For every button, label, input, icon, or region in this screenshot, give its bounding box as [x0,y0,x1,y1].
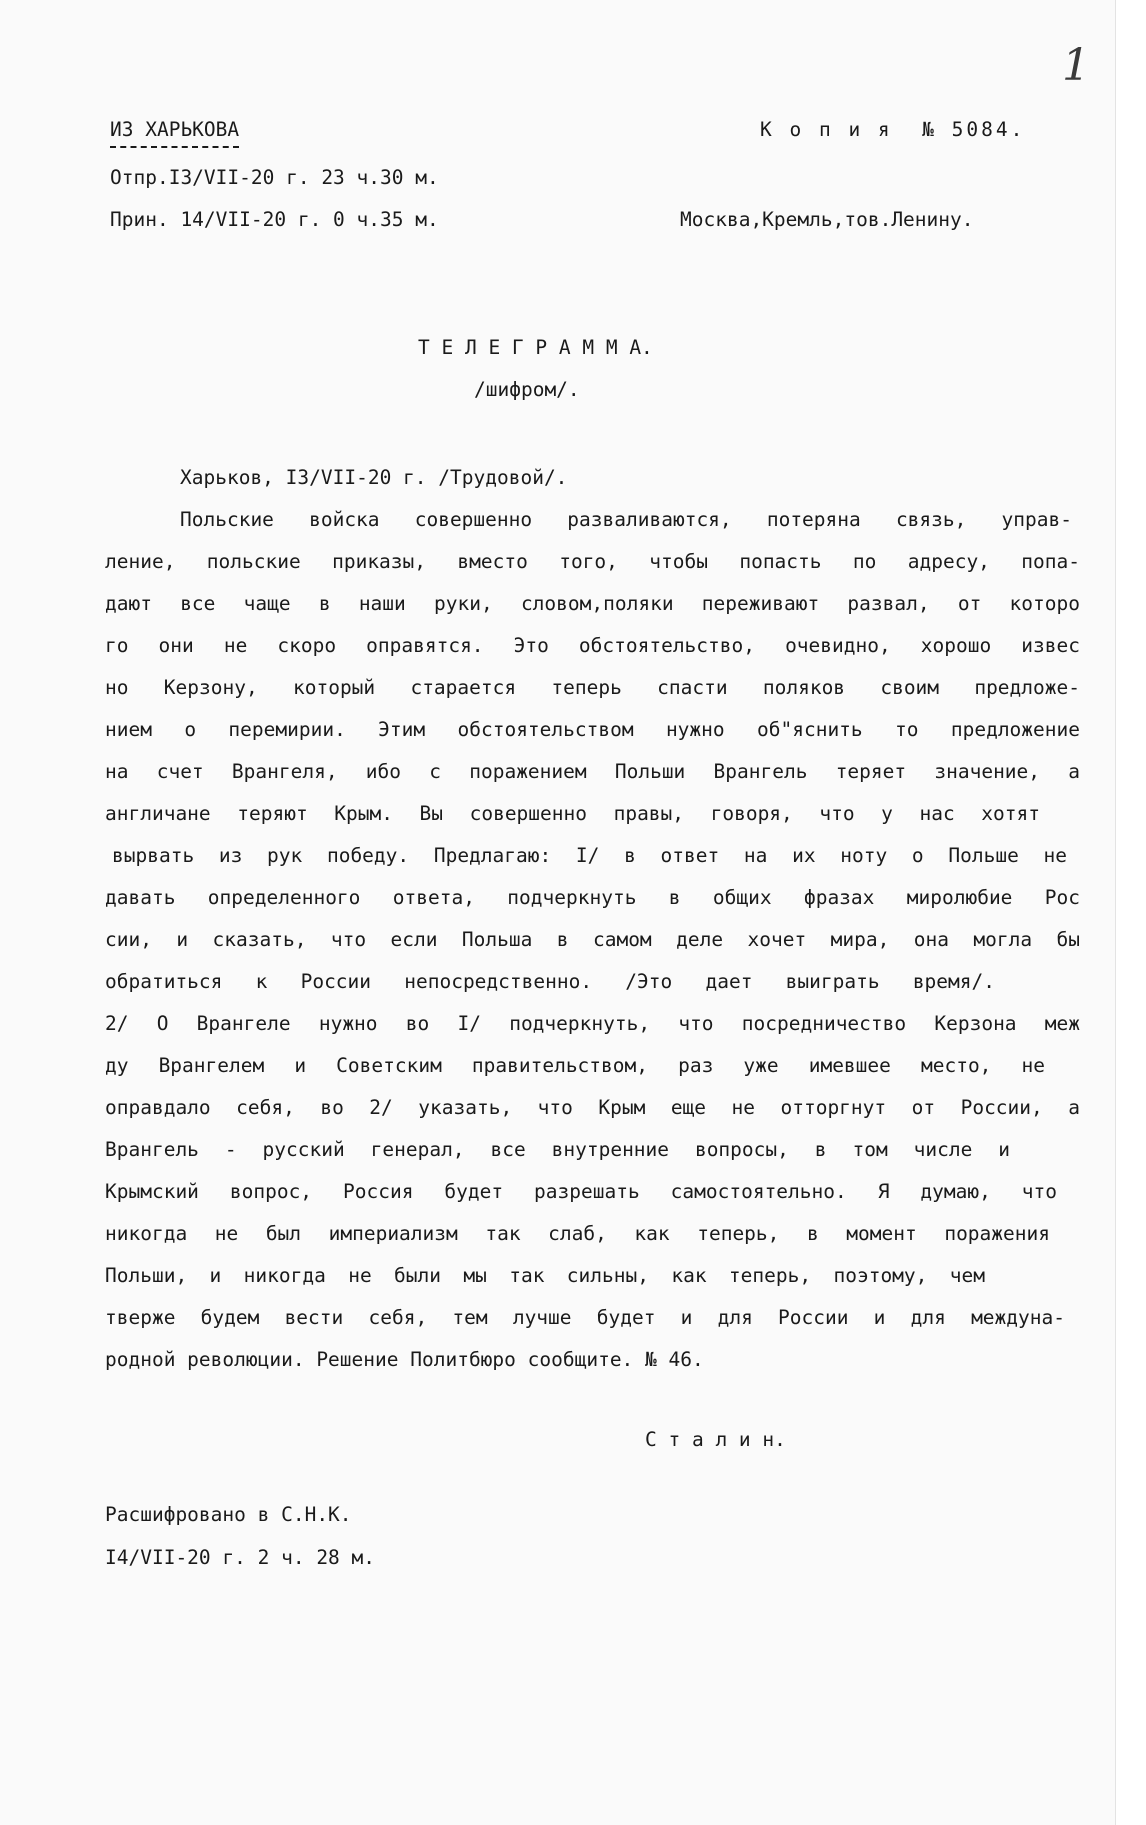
body-line: го они не скоро оправятся. Это обстоятельство, очевидно, хорошо извес [105,634,1080,657]
body-line: на счет Врангеля, ибо с поражением Польши Врангель теряет значение, а [105,760,1080,783]
body-line: Польши, и никогда не были мы так сильны, как теперь, поэтому, чем [105,1264,985,1287]
received-time: Прин. 14/VII-20 г. 0 ч.35 м. [110,208,439,231]
page-number: 1 [1062,40,1090,91]
page-edge [1115,0,1146,1825]
body-line: родной революции. Решение Политбюро сообщите. № 46. [105,1348,704,1371]
place-date: Харьков, I3/VII-20 г. /Трудовой/. [180,466,568,489]
body-line: тверже будем вести себя, тем лучше будет и для России и для междуна- [105,1306,1065,1329]
body-line: Крымский вопрос, Россия будет разрешать самостоятельно. Я думаю, что [105,1180,1057,1203]
body-line: ление, польские приказы, вместо того, чтобы попасть по адресу, попа- [105,550,1080,573]
decoded-note: Расшифровано в С.Н.К. [105,1503,352,1526]
body-line: нием о перемирии. Этим обстоятельством нужно об"яснить то предложение [105,718,1080,741]
addressee: Москва,Кремль,тов.Ленину. [680,208,974,231]
body-line: обратиться к России непосредственно. /Это дает выиграть время/. [105,970,995,993]
copy-number: К о п и я № 5084. [760,118,1026,141]
document-subtitle: /шифром/. [474,378,580,401]
body-line: вырвать из рук победу. Предлагаю: I/ в ответ на их ноту о Польше не [112,844,1067,867]
body-line: но Керзону, который старается теперь спасти поляков своим предложе- [105,676,1080,699]
body-line: никогда не был империализм так слаб, как теперь, в момент поражения [105,1222,1050,1245]
decoded-time: I4/VII-20 г. 2 ч. 28 м. [105,1546,376,1569]
sent-time: Отпр.I3/VII-20 г. 23 ч.30 м. [110,166,439,189]
sender-location: ИЗ ХАРЬКОВА [110,120,239,148]
signature: С т а л и н. [645,1428,786,1451]
body-line: Врангель - русский генерал, все внутренние вопросы, в том числе и [105,1138,1010,1161]
body-line: Польские войска совершенно разваливаются, потеряна связь, управ- [180,508,1072,531]
body-line: 2/ О Врангеле нужно во I/ подчеркнуть, что посредничество Керзона меж [105,1012,1080,1035]
document-title: Т Е Л Е Г Р А М М А. [418,336,653,359]
body-line: давать определенного ответа, подчеркнуть в общих фразах миролюбие Рос [105,886,1080,909]
body-line: оправдало себя, во 2/ указать, что Крым еще не отторгнут от России, а [105,1096,1080,1119]
body-line: сии, и сказать, что если Польша в самом деле хочет мира, она могла бы [105,928,1080,951]
body-line: дают все чаще в наши руки, словом,поляки переживают развал, от которо [105,592,1080,615]
body-line: ду Врангелем и Советским правительством, раз уже имевшее место, не [105,1054,1045,1077]
body-line: англичане теряют Крым. Вы совершенно правы, говоря, что у нас хотят [105,802,1040,825]
